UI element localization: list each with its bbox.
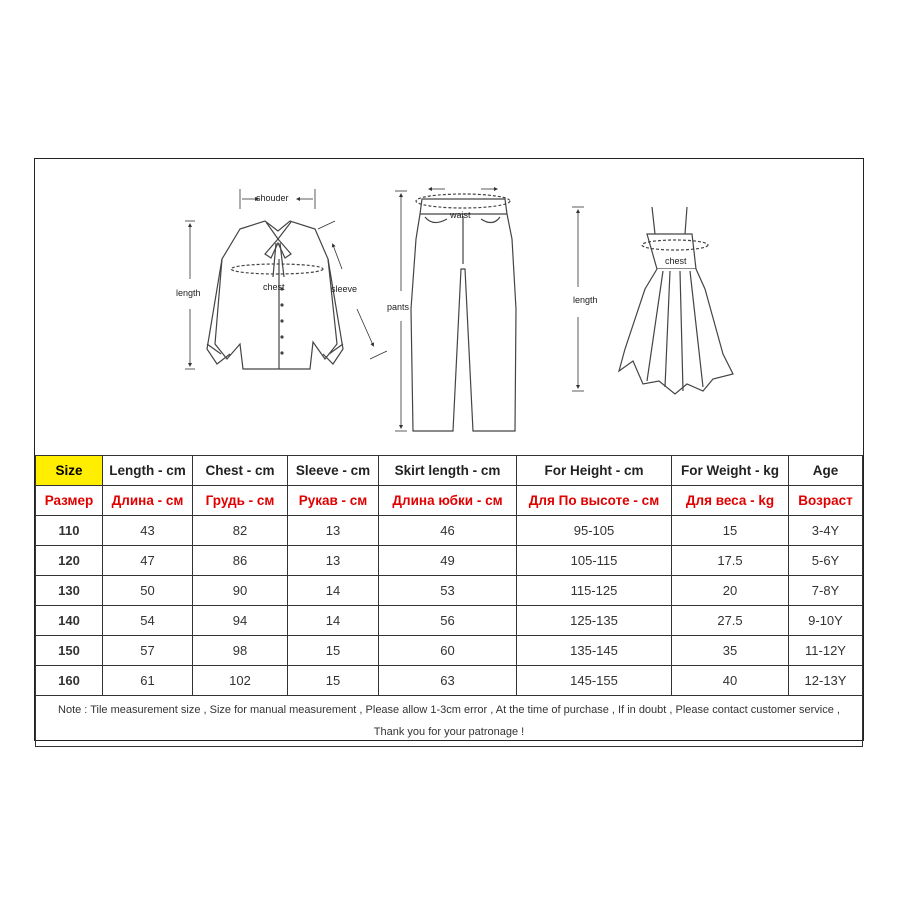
header-length: Length - cm bbox=[103, 456, 193, 486]
table-cell: 160 bbox=[36, 666, 103, 696]
table-cell: 15 bbox=[288, 666, 379, 696]
header-row-english bbox=[36, 456, 863, 486]
table-cell: 120 bbox=[36, 546, 103, 576]
table-row bbox=[36, 606, 863, 636]
shirt-chest-label: chest bbox=[263, 282, 285, 292]
header-chest: Chest - cm bbox=[193, 456, 288, 486]
table-cell: 60 bbox=[379, 636, 517, 666]
table-cell: 90 bbox=[193, 576, 288, 606]
table-row bbox=[36, 636, 863, 666]
header-row-russian bbox=[36, 486, 863, 516]
table-cell: 20 bbox=[672, 576, 789, 606]
table-cell: 98 bbox=[193, 636, 288, 666]
header-skirt-length: Skirt length - cm bbox=[379, 456, 517, 486]
table-cell: 125-135 bbox=[517, 606, 672, 636]
table-row bbox=[36, 546, 863, 576]
header-size: Size bbox=[36, 456, 103, 486]
table-cell: 47 bbox=[103, 546, 193, 576]
table-cell: 7-8Y bbox=[789, 576, 863, 606]
table-cell: 13 bbox=[288, 546, 379, 576]
table-cell: 63 bbox=[379, 666, 517, 696]
table-cell: 14 bbox=[288, 576, 379, 606]
dress-drawing bbox=[619, 207, 733, 394]
table-cell: 53 bbox=[379, 576, 517, 606]
garment-illustrations bbox=[35, 159, 862, 455]
header-ru-weight: Для веса - kg bbox=[672, 486, 789, 516]
pants-drawing bbox=[411, 194, 516, 431]
header-sleeve: Sleeve - cm bbox=[288, 456, 379, 486]
table-cell: 105-115 bbox=[517, 546, 672, 576]
table-cell: 110 bbox=[36, 516, 103, 546]
table-row bbox=[36, 666, 863, 696]
table-cell: 150 bbox=[36, 636, 103, 666]
table-cell: 15 bbox=[672, 516, 789, 546]
table-cell: 82 bbox=[193, 516, 288, 546]
table-cell: 54 bbox=[103, 606, 193, 636]
table-cell: 115-125 bbox=[517, 576, 672, 606]
table-cell: 95-105 bbox=[517, 516, 672, 546]
table-cell: 61 bbox=[103, 666, 193, 696]
table-cell: 35 bbox=[672, 636, 789, 666]
table-cell: 27.5 bbox=[672, 606, 789, 636]
note-row bbox=[36, 696, 863, 747]
shirt-sleeve-label: sleeve bbox=[331, 284, 358, 294]
table-cell: 102 bbox=[193, 666, 288, 696]
header-height: For Height - cm bbox=[517, 456, 672, 486]
header-ru-sleeve: Рукав - см bbox=[288, 486, 379, 516]
table-cell: 145-155 bbox=[517, 666, 672, 696]
table-cell: 135-145 bbox=[517, 636, 672, 666]
header-ru-height: Для По высоте - см bbox=[517, 486, 672, 516]
table-cell: 57 bbox=[103, 636, 193, 666]
header-ru-size: Размер bbox=[36, 486, 103, 516]
pants-waist-label: waist bbox=[450, 210, 471, 220]
table-cell: 49 bbox=[379, 546, 517, 576]
size-chart bbox=[34, 158, 864, 741]
table-cell: 43 bbox=[103, 516, 193, 546]
dress-chest-label: chest bbox=[665, 256, 687, 266]
size-table bbox=[35, 455, 863, 747]
table-cell: 50 bbox=[103, 576, 193, 606]
table-cell: 17.5 bbox=[672, 546, 789, 576]
table-cell: 13 bbox=[288, 516, 379, 546]
shirt-shoulder-label: shouder bbox=[256, 193, 289, 203]
header-age: Age bbox=[789, 456, 863, 486]
pants-pants-label: pants bbox=[387, 302, 410, 312]
table-row bbox=[36, 576, 863, 606]
table-cell: 15 bbox=[288, 636, 379, 666]
table-cell: 40 bbox=[672, 666, 789, 696]
table-cell: 46 bbox=[379, 516, 517, 546]
header-ru-skirt-length: Длина юбки - см bbox=[379, 486, 517, 516]
header-ru-age: Возраст bbox=[789, 486, 863, 516]
table-cell: 9-10Y bbox=[789, 606, 863, 636]
table-cell: 86 bbox=[193, 546, 288, 576]
table-cell: 12-13Y bbox=[789, 666, 863, 696]
table-cell: 3-4Y bbox=[789, 516, 863, 546]
table-row bbox=[36, 516, 863, 546]
dress-length-label: length bbox=[573, 295, 598, 305]
header-weight: For Weight - kg bbox=[672, 456, 789, 486]
table-cell: 11-12Y bbox=[789, 636, 863, 666]
table-cell: 130 bbox=[36, 576, 103, 606]
header-ru-length: Длина - см bbox=[103, 486, 193, 516]
table-cell: 5-6Y bbox=[789, 546, 863, 576]
table-cell: 140 bbox=[36, 606, 103, 636]
measurement-note: Note : Tile measurement size , Size for manual measurement , Please allow 1-3cm error , At the time of purchase , If in doubt , Please contact customer service , Thank you for your patronage ! bbox=[36, 696, 863, 747]
header-ru-chest: Грудь - см bbox=[193, 486, 288, 516]
table-cell: 56 bbox=[379, 606, 517, 636]
shirt-drawing bbox=[207, 221, 343, 369]
table-cell: 94 bbox=[193, 606, 288, 636]
table-cell: 14 bbox=[288, 606, 379, 636]
shirt-length-label: length bbox=[176, 288, 201, 298]
